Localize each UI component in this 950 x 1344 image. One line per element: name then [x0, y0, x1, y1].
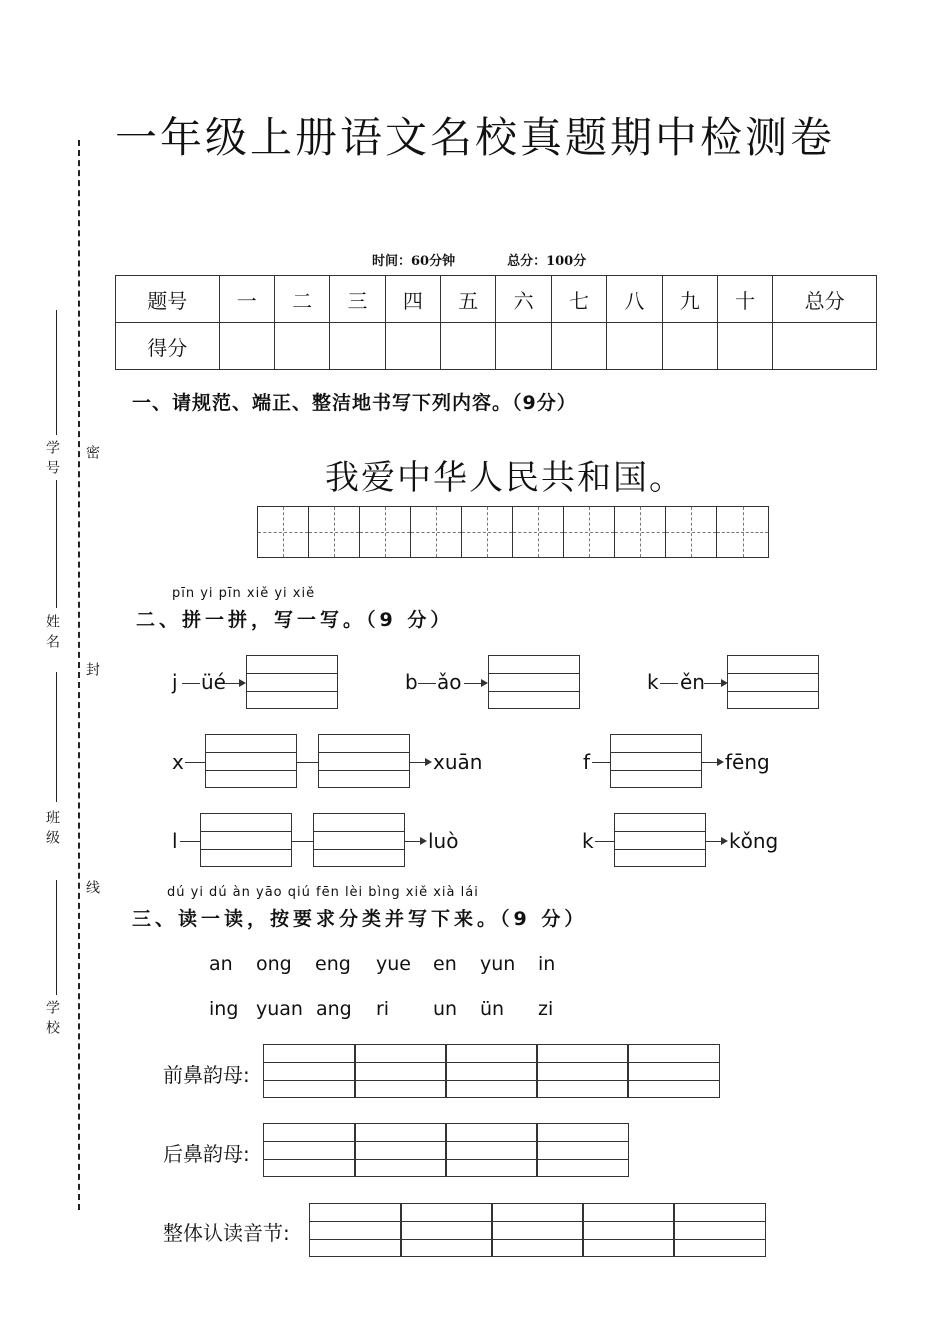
score-row-label: 得分 [116, 323, 220, 370]
tianzige-cell[interactable] [615, 507, 666, 557]
pinyin-word: un [433, 998, 458, 1020]
tianzige-cell[interactable] [564, 507, 615, 557]
pinyin-word: ri [376, 998, 390, 1020]
writing-box[interactable] [445, 1123, 538, 1177]
pinyin-word: eng [315, 953, 351, 975]
pinyin-word: zi [538, 998, 554, 1020]
score-header-cell: 三 [330, 276, 385, 323]
writing-box[interactable] [627, 1044, 720, 1098]
writing-box[interactable] [200, 813, 292, 867]
category-label-front-nasal: 前鼻韵母: [163, 1063, 250, 1087]
tianzige-grid[interactable] [257, 506, 769, 558]
score-header-cell: 九 [662, 276, 717, 323]
writing-box[interactable] [610, 734, 702, 788]
field-name-line[interactable] [56, 480, 57, 608]
writing-box[interactable] [309, 1203, 402, 1257]
exam-meta [372, 250, 638, 269]
tianzige-cell[interactable] [360, 507, 411, 557]
field-school-line[interactable] [56, 880, 57, 995]
tianzige-cell[interactable] [462, 507, 513, 557]
tianzige-cell[interactable] [309, 507, 360, 557]
score-table [115, 275, 877, 370]
writing-box[interactable] [673, 1203, 766, 1257]
spell-result: xuān [433, 750, 483, 774]
exam-total: 总分：100分 [507, 254, 587, 269]
category-label-back-nasal: 后鼻韵母: [163, 1142, 250, 1166]
field-student-id-label: 学号 [44, 440, 60, 480]
writing-box[interactable] [354, 1044, 447, 1098]
writing-box[interactable] [491, 1203, 584, 1257]
binding-mark-line: 线 [84, 880, 100, 900]
writing-box[interactable] [536, 1044, 629, 1098]
spell-initial: k [582, 829, 594, 853]
spell-initial: x [172, 750, 184, 774]
score-header-cell: 四 [385, 276, 440, 323]
score-input-cell[interactable] [219, 323, 274, 370]
writing-box[interactable] [263, 1123, 356, 1177]
score-input-cell[interactable] [441, 323, 496, 370]
score-input-cell[interactable] [773, 323, 877, 370]
spell-initial: k [647, 670, 659, 694]
score-input-cell[interactable] [385, 323, 440, 370]
writing-box[interactable] [354, 1123, 447, 1177]
spell-final: üé [201, 670, 226, 694]
connector-line [592, 762, 610, 763]
tianzige-cell[interactable] [666, 507, 717, 557]
connector-line [595, 841, 614, 842]
score-header-cell: 六 [496, 276, 551, 323]
score-header-cell: 总分 [773, 276, 877, 323]
spell-initial: b [405, 670, 418, 694]
pinyin-word: yun [480, 953, 516, 975]
binding-mark-seal2: 封 [84, 662, 100, 682]
connector-line [418, 683, 436, 684]
score-table-score-row [116, 323, 877, 370]
exam-time: 时间：60分钟 [372, 254, 456, 269]
spell-final: ěn [680, 670, 705, 694]
section2-pinyin: pīn yi pīn xiě yi xiě [172, 586, 316, 601]
writing-box[interactable] [488, 655, 580, 709]
score-header-cell: 十 [717, 276, 772, 323]
pinyin-word: ing [209, 998, 239, 1020]
writing-box[interactable] [246, 655, 338, 709]
score-header-cell: 二 [274, 276, 329, 323]
pinyin-word: ün [480, 998, 505, 1020]
section3-pinyin: dú yi dú àn yāo qiú fēn lèi bìng xiě xià lái [167, 885, 479, 900]
arrow-icon [224, 683, 244, 684]
connector-line [660, 683, 678, 684]
field-name-label: 姓名 [44, 614, 60, 654]
pinyin-word: yue [376, 953, 411, 975]
pinyin-word: in [538, 953, 556, 975]
pinyin-word: an [209, 953, 233, 975]
score-input-cell[interactable] [274, 323, 329, 370]
arrow-icon [702, 762, 722, 763]
writing-box[interactable] [263, 1044, 356, 1098]
arrow-icon [706, 841, 726, 842]
binding-mark-seal: 密 [84, 445, 100, 465]
section2-heading: 二、拼一拼，写一写。（9 分） [136, 609, 454, 631]
pinyin-word: yuan [256, 998, 303, 1020]
arrow-icon [410, 762, 430, 763]
score-input-cell[interactable] [717, 323, 772, 370]
connector-line [185, 762, 205, 763]
tianzige-cell[interactable] [717, 507, 768, 557]
connector-line [182, 683, 200, 684]
score-header-cell: 七 [551, 276, 606, 323]
connector-line [292, 841, 313, 842]
spell-final: ǎo [437, 670, 462, 694]
writing-box[interactable] [445, 1044, 538, 1098]
writing-box[interactable] [614, 813, 706, 867]
section1-sentence: 我爱中华人民共和国。 [325, 458, 685, 498]
connector-line [297, 762, 318, 763]
spell-result: luò [428, 829, 459, 853]
arrow-icon [405, 841, 425, 842]
score-header-cell: 五 [441, 276, 496, 323]
score-table-header-row [116, 276, 877, 323]
score-input-cell[interactable] [662, 323, 717, 370]
spell-initial: f [583, 750, 591, 774]
spell-initial: l [172, 829, 178, 853]
connector-line [180, 841, 200, 842]
tianzige-cell[interactable] [513, 507, 564, 557]
score-input-cell[interactable] [551, 323, 606, 370]
category-label-whole-syllable: 整体认读音节: [163, 1221, 290, 1245]
arrow-icon [704, 683, 726, 684]
section1-heading: 一、请规范、端正、整洁地书写下列内容。（9分） [132, 392, 577, 414]
field-student-id-line[interactable] [56, 310, 57, 435]
field-class-label: 班级 [44, 810, 60, 850]
score-input-cell[interactable] [496, 323, 551, 370]
score-input-cell[interactable] [330, 323, 385, 370]
writing-box[interactable] [205, 734, 297, 788]
spell-initial: j [172, 670, 178, 694]
score-header-cell: 八 [607, 276, 662, 323]
writing-box[interactable] [318, 734, 410, 788]
tianzige-cell[interactable] [411, 507, 462, 557]
writing-box[interactable] [400, 1203, 493, 1257]
writing-box[interactable] [727, 655, 819, 709]
field-class-line[interactable] [56, 672, 57, 802]
section3-heading: 三、读一读，按要求分类并写下来。（9 分） [132, 908, 588, 930]
score-header-cell: 题号 [116, 276, 220, 323]
pinyin-word: ang [316, 998, 352, 1020]
arrow-icon [464, 683, 486, 684]
writing-box[interactable] [582, 1203, 675, 1257]
page-title: 一年级上册语文名校真题期中检测卷 [114, 113, 835, 162]
tianzige-cell[interactable] [258, 507, 309, 557]
spell-result: kǒng [729, 829, 779, 853]
writing-box[interactable] [536, 1123, 629, 1177]
binding-dashed-line [78, 140, 80, 1210]
writing-box[interactable] [313, 813, 405, 867]
field-school-label: 学校 [44, 1000, 60, 1040]
pinyin-word: ong [256, 953, 292, 975]
pinyin-word: en [433, 953, 457, 975]
spell-result: fēng [725, 750, 770, 774]
score-header-cell: 一 [219, 276, 274, 323]
score-input-cell[interactable] [607, 323, 662, 370]
